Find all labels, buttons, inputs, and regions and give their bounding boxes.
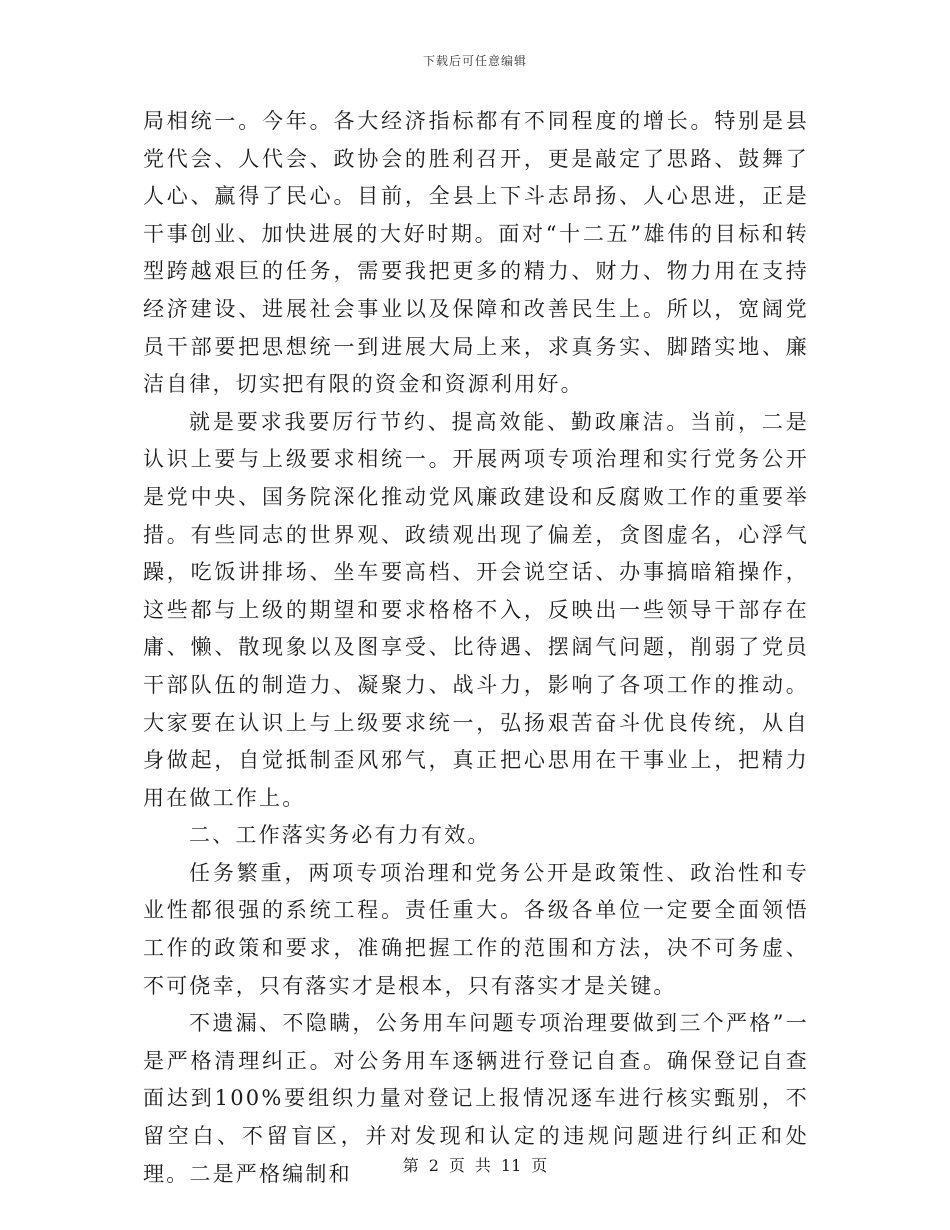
footer-label-unit: 页 xyxy=(448,1156,465,1175)
document-body xyxy=(143,103,809,1193)
page-number-footer xyxy=(0,1153,950,1176)
footer-label-total: 共 xyxy=(474,1156,491,1175)
paragraph: 任务繁重，两项专项治理和党务公开是政策性、政治性和专业性都很强的系统工程。责任重大。各级各单位一定要全面领悟工作的政策和要求，准确把握工作的范围和方法，决不可务虚、不可侥幸，只有落实才是根本，只有落实才是关键。 xyxy=(143,860,809,998)
footer-label-page: 第 xyxy=(402,1156,419,1175)
paragraph-continued: 局相统一。今年。各大经济指标都有不同程度的增长。特别是县党代会、人代会、政协会的胜利召开，更是敲定了思路、鼓舞了人心、赢得了民心。目前，全县上下斗志昂扬、人心思进，正是干事创业、加快进展的大好时期。面对“十二五”雄伟的目标和转型跨越艰巨的任务，需要我把更多的精力、财力、物力用在支持经济建设、进展社会事业以及保障和改善民生上。所以，宽阔党员干部要把思想统一到进展大局上来，求真务实、脚踏实地、廉洁自律，切实把有限的资金和资源利用好。 xyxy=(143,109,809,397)
page-header-note: 下载后可任意编辑 xyxy=(422,54,527,68)
paragraph: 不遗漏、不隐瞒，公务用车问题专项治理要做到三个严格”一是严格清理纠正。对公务用车逐辆进行登记自查。确保登记自查面达到100%要组织力量对登记上报情况逐车进行核实甄别，不留空白、不留盲区，并对发现和认定的违规问题进行纠正和处理。二是严格编制和 xyxy=(143,1011,809,1186)
section-heading: 二、工作落实务必有力有效。 xyxy=(189,823,491,848)
footer-label-unit-end: 页 xyxy=(531,1156,548,1175)
footer-total-pages: 11 xyxy=(500,1156,522,1175)
footer-current-page: 2 xyxy=(428,1156,439,1175)
paragraph: 就是要求我要厉行节约、提高效能、勤政廉洁。当前，二是认识上要与上级要求相统一。开展两项专项治理和实行党务公开是党中央、国务院深化推动党风廉政建设和反腐败工作的重要举措。有些同志的世界观、政绩观出现了偏差，贪图虚名，心浮气躁，吃饭讲排场、坐车要高档、开会说空话、办事搞暗箱操作，这些都与上级的期望和要求格格不入，反映出一些领导干部存在庸、懒、散现象以及图享受、比待遇、摆阔气问题，削弱了党员干部队伍的制造力、凝聚力、战斗力，影响了各项工作的推动。大家要在认识上与上级要求统一，弘扬艰苦奋斗优良传统，从自身做起，自觉抵制歪风邪气，真正把心思用在干事业上，把精力用在做工作上。 xyxy=(143,409,809,810)
